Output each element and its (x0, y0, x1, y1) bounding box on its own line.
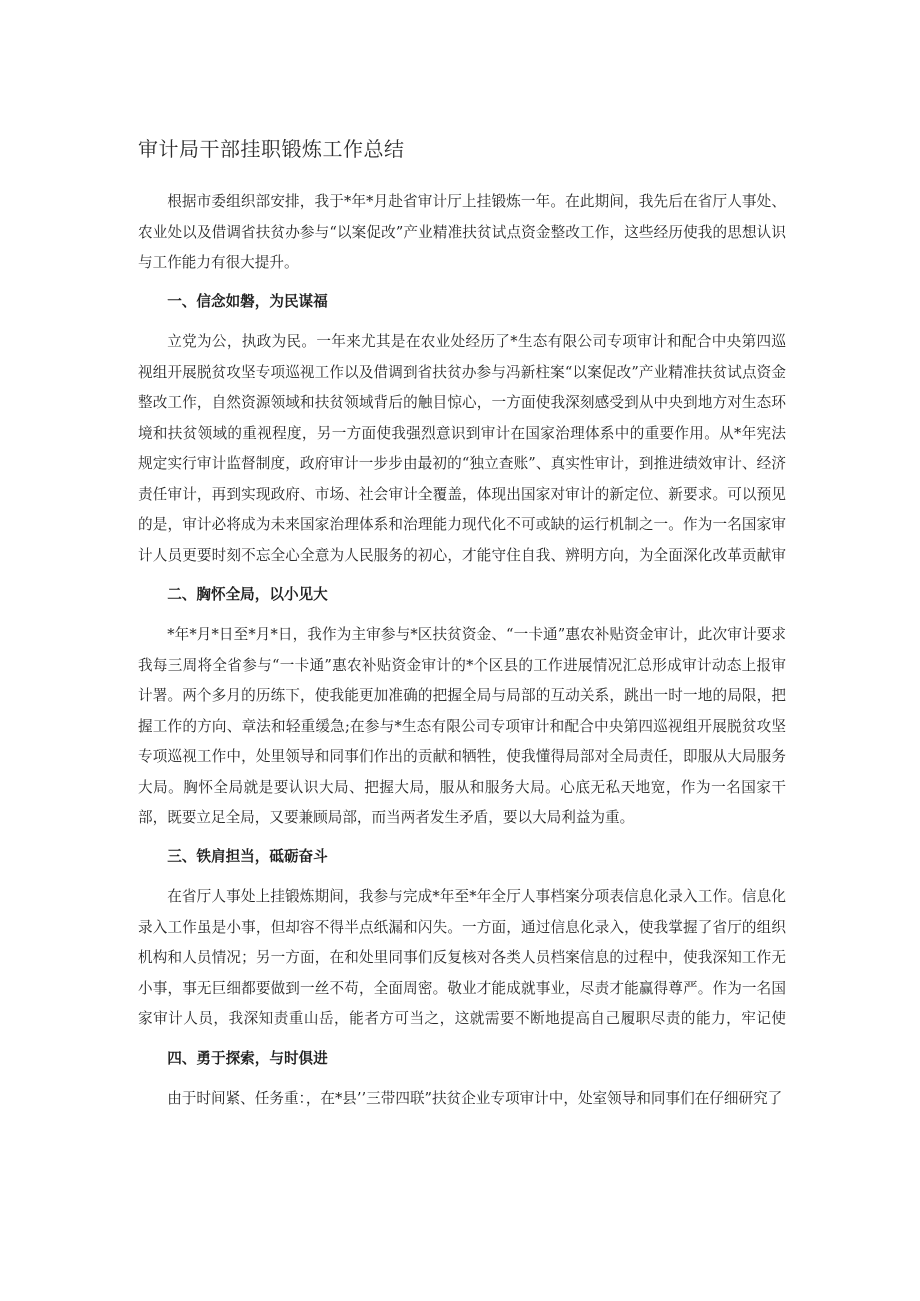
section-body-3: 在省厅人事处上挂锻炼期间，我参与完成*年至*年全厅人事档案分项表信息化录入工作。信息化录入工作虽是小事，但却容不得半点纸漏和闪失。一方面，通过信息化录入，使我掌握了省厅的组织机构和人员情况；另一方面，在和处里同事们反复核对各类人员档案信息的过程中，使我深知工作无小事，事无巨细都要做到一丝不苟，全面周密。敬业才能成就事业，尽责才能赢得尊严。作为一名国家审计人员，我深知责重山岳，能者方可当之，这就需要不断地提高自己履职尽责的能力，牢记使 (138, 888, 786, 1027)
document-title: 审计局干部挂职锻炼工作总结 (138, 137, 405, 161)
section-body-4: 由于时间紧、任务重：，在*县’’三带四联”扶贫企业专项审计中，处室领导和同事们在仔细研究了 (167, 1090, 783, 1107)
intro-paragraph: 根据市委组织部安排，我于*年*月赴省审计厅上挂锻炼一年。在此期间，我先后在省厅人事处、农业处以及借调省扶贫办参与“以案促改”产业精准扶贫试点资金整改工作，这些经历使我的思想认识与工作能力有很大提升。 (138, 193, 786, 271)
section-heading-2: 二、胸怀全局，以小见大 (167, 586, 328, 603)
section-heading-3: 三、铁肩担当，砥砺奋斗 (167, 848, 328, 865)
document-body (138, 134, 786, 1114)
section-heading-1: 一、信念如磐，为民谋福 (167, 293, 328, 310)
section-body-2: *年*月*日至*月*日，我作为主审参与*区扶贫资金、“一卡通”惠农补贴资金审计，此次审计要求我每三周将全省参与“一卡通”惠农补贴资金审计的*个区县的工作进展情况汇总形成审计动态上报审计署。两个多月的历练下，使我能更加准确的把握全局与局部的互动关系，跳出一时一地的局限，把握工作的方向、章法和轻重缓急;在参与*生态有限公司专项审计和配合中央第四巡视组开展脱贫攻坚专项巡视工作中，处里领导和同事们作出的贡献和牺牲，使我懂得局部对全局责任，即服从大局服务大局。胸怀全局就是要认识大局、把握大局，服从和服务大局。心底无私天地宽，作为一名国家干部，既要立足全局，又要兼顾局部，而当两者发生矛盾，要以大局利益为重。 (138, 626, 786, 826)
section-heading-4: 四、勇于探索，与时俱进 (167, 1050, 328, 1067)
section-body-1: 立党为公，执政为民。一年来尤其是在农业处经历了*生态有限公司专项审计和配合中央第四巡视组开展脱贫攻坚专项巡视工作以及借调到省扶贫办参与冯新柱案“以案促改”产业精准扶贫试点资金整改工作，自然资源领域和扶贫领域背后的触目惊心，一方面使我深刻感受到从中央到地方对生态环境和扶贫领域的重视程度，另一方面使我强烈意识到审计在国家治理体系中的重要作用。从*年宪法规定实行审计监督制度，政府审计一步步由最初的“独立查账”、真实性审计，到推进绩效审计、经济责任审计，再到实现政府、市场、社会审计全覆盖，体现出国家对审计的新定位、新要求。可以预见的是，审计必将成为未来国家治理体系和治理能力现代化不可或缺的运行机制之一。作为一名国家审计人员更要时刻不忘全心全意为人民服务的初心，才能守住自我、辨明方向，为全面深化改革贡献审 (138, 333, 786, 564)
